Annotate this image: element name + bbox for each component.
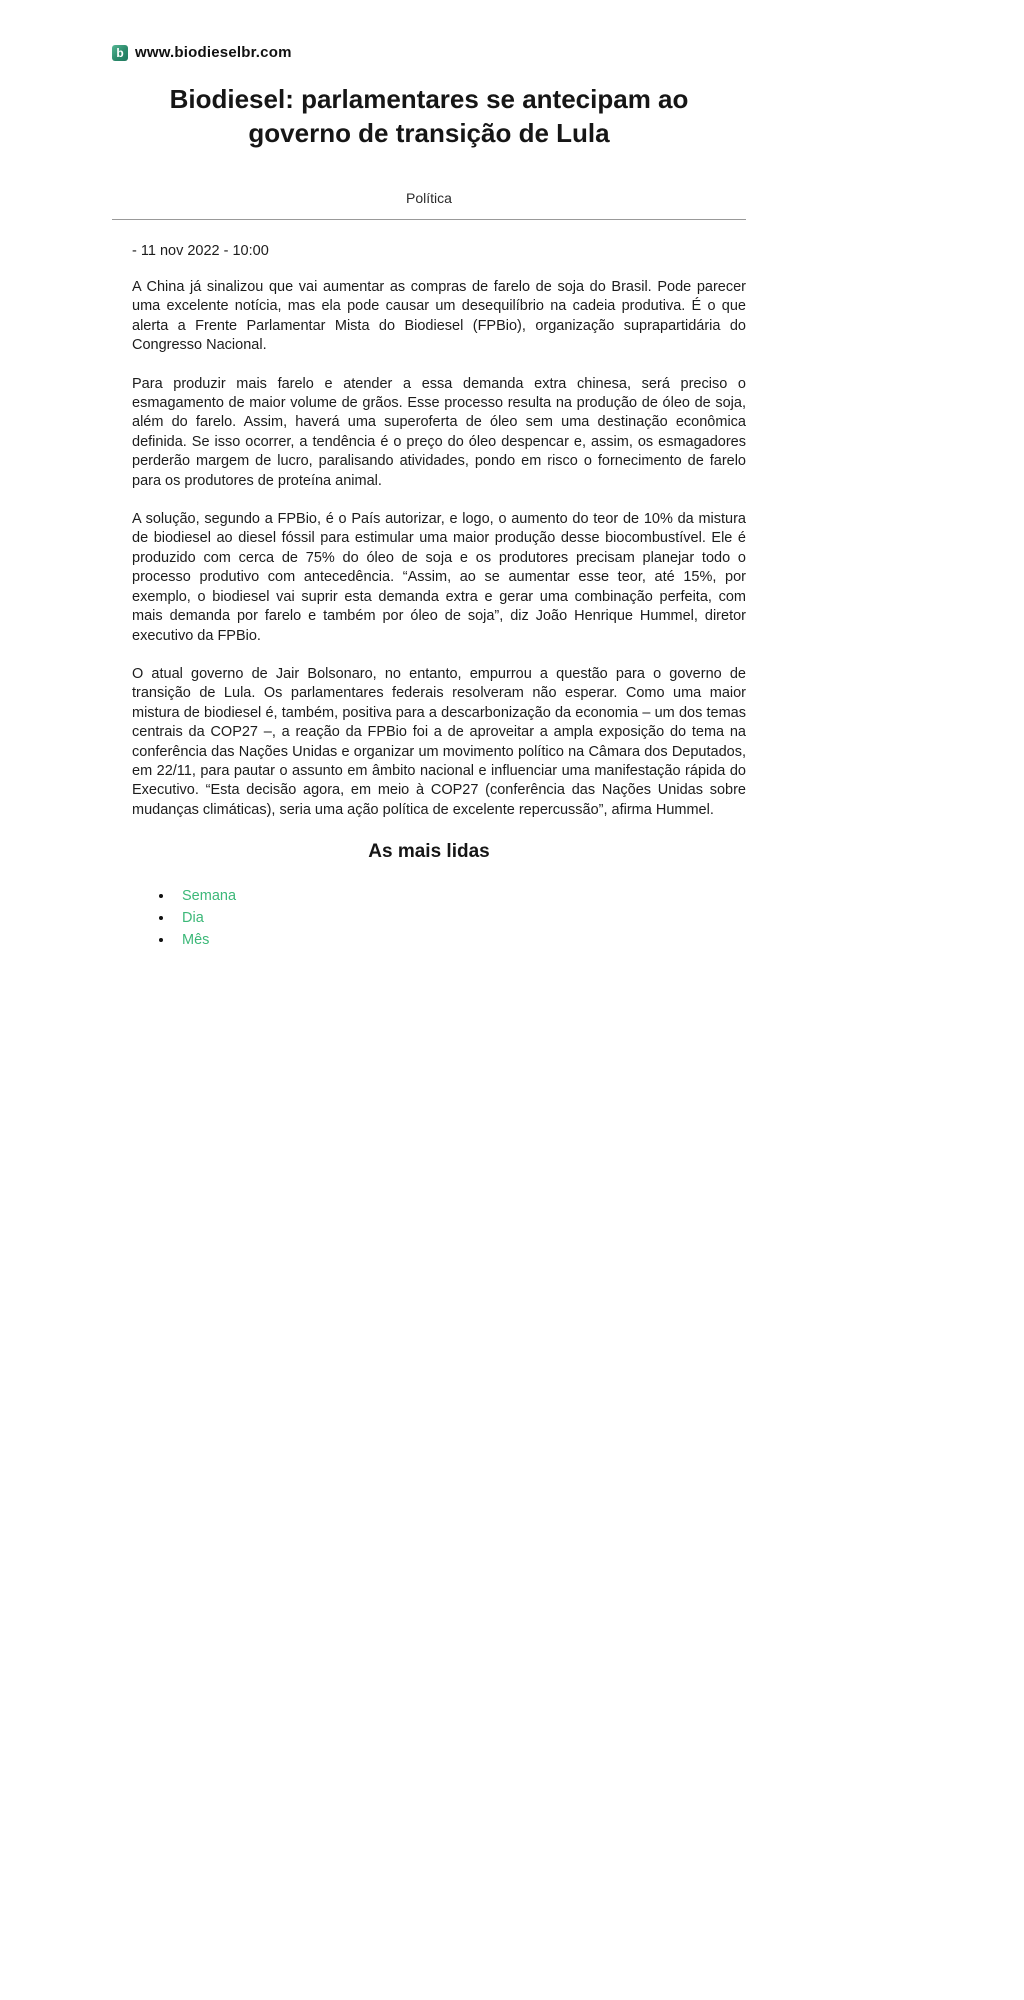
category-label[interactable]: Política	[112, 190, 746, 220]
article-paragraph: A China já sinalizou que vai aumentar as compras de farelo de soja do Brasil. Pode parecer uma excelente notícia, mas ela pode causar um desequilíbrio na cadeia produtiva. É o que alerta a Frente Parlamentar Mista do Biodiesel (FPBio), organização suprapartidária do Congresso Nacional.	[132, 279, 746, 354]
most-read-link-dia[interactable]: Dia	[182, 910, 204, 927]
article-date: - 11 nov 2022 - 10:00	[132, 243, 269, 259]
article-paragraph: Para produzir mais farelo e atender a essa demanda extra chinesa, será preciso o esmagamento de maior volume de grãos. Esse processo resulta na produção de óleo de soja, além do farelo. Assim, haverá uma superoferta de óleo sem uma destinação econômica definida. Se isso ocorrer, a tendência é o preço do óleo despencar e, assim, os esmagadores perderão margem de lucro, paralisando atividades, pondo em risco o fornecimento de farelo para os produtores de proteína animal.	[132, 375, 746, 489]
article-paragraph: A solução, segundo a FPBio, é o País autorizar, e logo, o aumento do teor de 10% da mistura de biodiesel ao diesel fóssil para estimular uma maior produção desse biocombustível. Ele é produzido com cerca de 75% do óleo de soja e os produtores precisam planejar todo o processo produtivo com antecedência. “Assim, ao se aumentar esse teor, até 15%, por exemplo, o biodiesel vai suprir esta demanda extra e gerar uma combinação perfeita, com mais demanda por farelo e também por óleo de soja”, diz João Henrique Hummel, diretor executivo da FPBio.	[132, 511, 746, 644]
most-read-list	[112, 889, 746, 947]
most-read-link-mes[interactable]: Mês	[182, 932, 210, 949]
article-body	[112, 278, 746, 820]
site-url[interactable]: www.biodieselbr.com	[135, 44, 292, 61]
most-read-heading: As mais lidas	[368, 841, 490, 863]
article-paragraph: O atual governo de Jair Bolsonaro, no entanto, empurrou a questão para o governo de transição de Lula. Os parlamentares federais resolveram não esperar. Como uma maior mistura de biodiesel é, também, positiva para a descarbonização da economia – um dos temas centrais da COP27 –, a reação da FPBio foi a de aproveitar a ampla exposição do tema na conferência das Nações Unidas e organizar um movimento político na Câmara dos Deputados, em 22/11, para pautar o assunto em âmbito nacional e influenciar uma manifestação rápida do Executivo. “Esta decisão agora, em meio à COP27 (conferência das Nações Unidas sobre mudanças climáticas), seria uma ação política de excelente repercussão”, afirma Hummel.	[132, 665, 746, 818]
list-item	[174, 933, 746, 947]
site-header	[112, 44, 746, 61]
most-read-link-semana[interactable]: Semana	[182, 888, 237, 905]
article-page	[112, 0, 746, 947]
list-item	[174, 911, 746, 925]
site-favicon-icon: b	[112, 45, 128, 61]
article-title: Biodiesel: parlamentares se antecipam ao governo de transição de Lula	[169, 84, 689, 148]
list-item	[174, 889, 746, 903]
